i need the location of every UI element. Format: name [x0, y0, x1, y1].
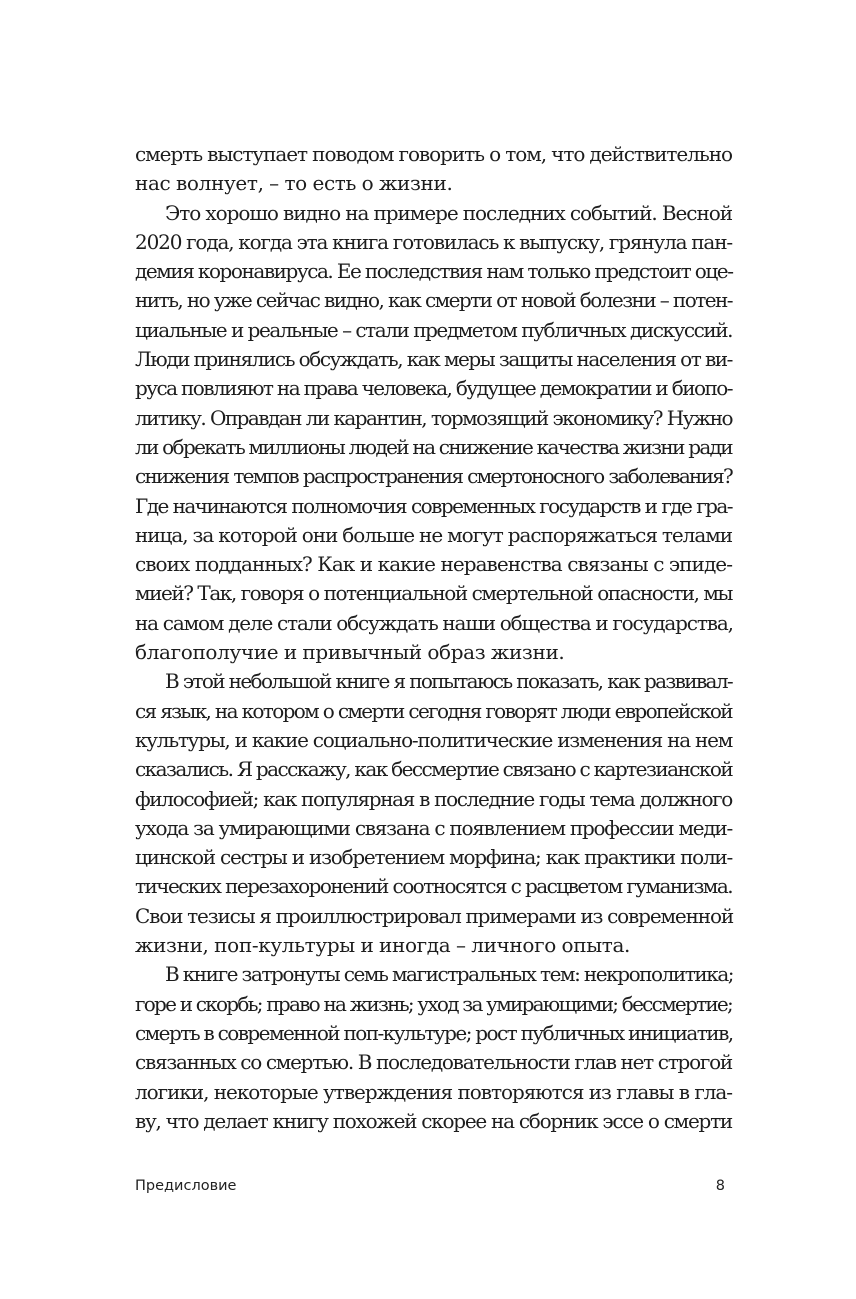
text-line: нить, но уже сейчас видно, как смерти от новой болезни – потен-: [135, 288, 732, 313]
text-line: логики, некоторые утверждения повторяются из главы в гла-: [135, 1079, 732, 1104]
text-line: демия коронавируса. Ее последствия нам только предстоит оце-: [135, 259, 733, 284]
text-line: сказались. Я расскажу, как бессмертие связано с картезианской: [135, 757, 733, 782]
text-line: мией? Так, говоря о потенциальной смертельной опасности, мы: [135, 581, 732, 606]
text-line: ся язык, на котором о смерти сегодня говорят люди европейской: [135, 698, 732, 723]
text-line: связанных со смертью. В последовательности глав нет строгой: [135, 1050, 732, 1075]
text-line: культуры, и какие социально-политические изменения на нем: [135, 727, 732, 752]
text-line: тических перезахоронений соотносятся с расцветом гуманизма.: [135, 874, 732, 899]
text-line: цинской сестры и изобретением морфина; как практики поли-: [135, 845, 732, 870]
text-line: В этой небольшой книге я попытаюсь показать, как развивал-: [165, 669, 732, 694]
text-line: своих подданных? Как и какие неравенства связаны с эпиде-: [135, 552, 732, 577]
text-line: ли обрекать миллионы людей на снижение качества жизни ради: [135, 434, 732, 459]
text-line: смерть в современной поп-культуре; рост публичных инициатив,: [135, 1020, 733, 1045]
text-line: Где начинаются полномочия современных государств и где гра-: [135, 493, 732, 518]
text-line: снижения темпов распространения смертоносного заболевания?: [135, 464, 732, 489]
page-number: 8: [715, 1178, 725, 1194]
page-footer: [135, 1178, 725, 1194]
text-line: Люди принялись обсуждать, как меры защиты населения от ви-: [135, 347, 732, 372]
text-line: на самом деле стали обсуждать наши общества и государства,: [135, 610, 733, 635]
text-line: благополучие и привычный образ жизни.: [135, 640, 565, 665]
text-line: смерть выступает поводом говорить о том, что действительно: [135, 142, 732, 166]
text-line: 2020 года, когда эта книга готовилась к выпуску, грянула пан-: [135, 229, 732, 254]
body-text: [135, 140, 732, 1136]
text-line: литику. Оправдан ли карантин, тормозящий экономику? Нужно: [135, 405, 732, 430]
text-line: нас волнует, – то есть о жизни.: [135, 171, 453, 196]
text-line: ухода за умирающими связана с появлением профессии меди-: [135, 815, 732, 840]
text-line: В книге затронуты семь магистральных тем: некрополитика;: [165, 962, 734, 987]
text-line: Свои тезисы я проиллюстрировал примерами из современной: [135, 903, 734, 928]
text-line: ница, за которой они больше не могут распоряжаться телами: [135, 522, 732, 547]
text-line: Это хорошо видно на примере последних событий. Весной: [165, 200, 732, 225]
text-line: горе и скорбь; право на жизнь; уход за умирающими; бессмертие;: [135, 991, 732, 1016]
text-line: руса повлияют на права человека, будущее демократии и биопо-: [135, 376, 732, 401]
text-line: жизни, поп-культуры и иногда – личного опыта.: [135, 933, 631, 958]
section-title: Предисловие: [135, 1178, 237, 1194]
text-line: циальные и реальные – стали предметом публичных дискуссий.: [135, 317, 732, 342]
text-line: философией; как популярная в последние годы тема должного: [135, 786, 732, 811]
text-line: ву, что делает книгу похожей скорее на сборник эссе о смерти: [135, 1108, 732, 1133]
